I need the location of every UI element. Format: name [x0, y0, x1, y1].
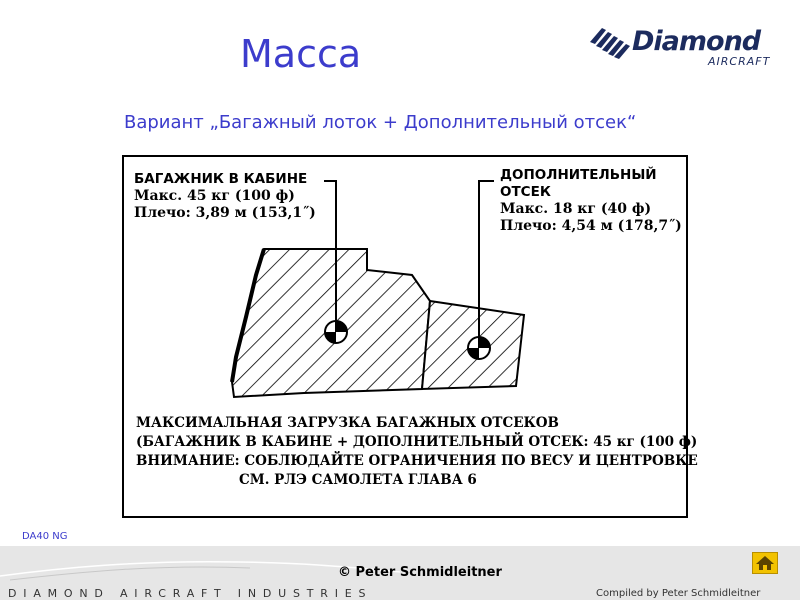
cabin-baggage-arm: Плечо: 3,89 м (153,1˝): [134, 205, 316, 221]
aircraft-model-label: DA40 NG: [22, 531, 68, 542]
extended-compartment-heading-1: ДОПОЛНИТЕЛЬНЫЙ: [500, 167, 657, 183]
warning-line-1: МАКСИМАЛЬНАЯ ЗАГРУЗКА БАГАЖНЫХ ОТСЕКОВ: [136, 415, 559, 431]
footer-bar: [0, 546, 800, 600]
home-icon: [753, 553, 777, 573]
logo-subtext: AIRCRAFT: [708, 55, 771, 68]
baggage-diagram: [122, 155, 698, 518]
company-name: DIAMOND AIRCRAFT INDUSTRIES: [8, 587, 373, 600]
slide-title: Масса: [240, 32, 362, 76]
extended-compartment-max-load: Макс. 18 кг (40 ф): [500, 201, 652, 217]
extended-compartment-label: [500, 167, 682, 235]
compiled-by-text: Compiled by Peter Schmidleitner: [596, 588, 761, 599]
warning-line-4: СМ. РЛЭ САМОЛЕТА ГЛАВА 6: [239, 472, 477, 488]
home-button[interactable]: [752, 552, 778, 574]
extended-compartment-heading-2: ОТСЕК: [500, 184, 551, 200]
diamond-aircraft-logo: [588, 24, 780, 74]
cabin-baggage-heading: БАГАЖНИК В КАБИНЕ: [134, 171, 308, 187]
extended-compartment-arm: Плечо: 4,54 м (178,7˝): [500, 218, 682, 234]
diamond-logo-icon: [588, 24, 638, 60]
slide-subtitle: Вариант „Багажный лоток + Дополнительный отсек“: [124, 112, 637, 133]
copyright-text: © Peter Schmidleitner: [338, 565, 502, 580]
logo-wordmark: Diamond: [632, 26, 761, 57]
cabin-baggage-max-load: Макс. 45 кг (100 ф): [134, 188, 295, 204]
warning-line-3: ВНИМАНИЕ: СОБЛЮДАЙТЕ ОГРАНИЧЕНИЯ ПО ВЕСУ И ЦЕНТРОВКЕ: [136, 453, 698, 469]
cabin-baggage-label: [134, 171, 316, 222]
loading-warning: [136, 414, 698, 490]
warning-line-2: (БАГАЖНИК В КАБИНЕ + ДОПОЛНИТЕЛЬНЫЙ ОТСЕК: 45 кг (100 ф): [136, 434, 698, 450]
